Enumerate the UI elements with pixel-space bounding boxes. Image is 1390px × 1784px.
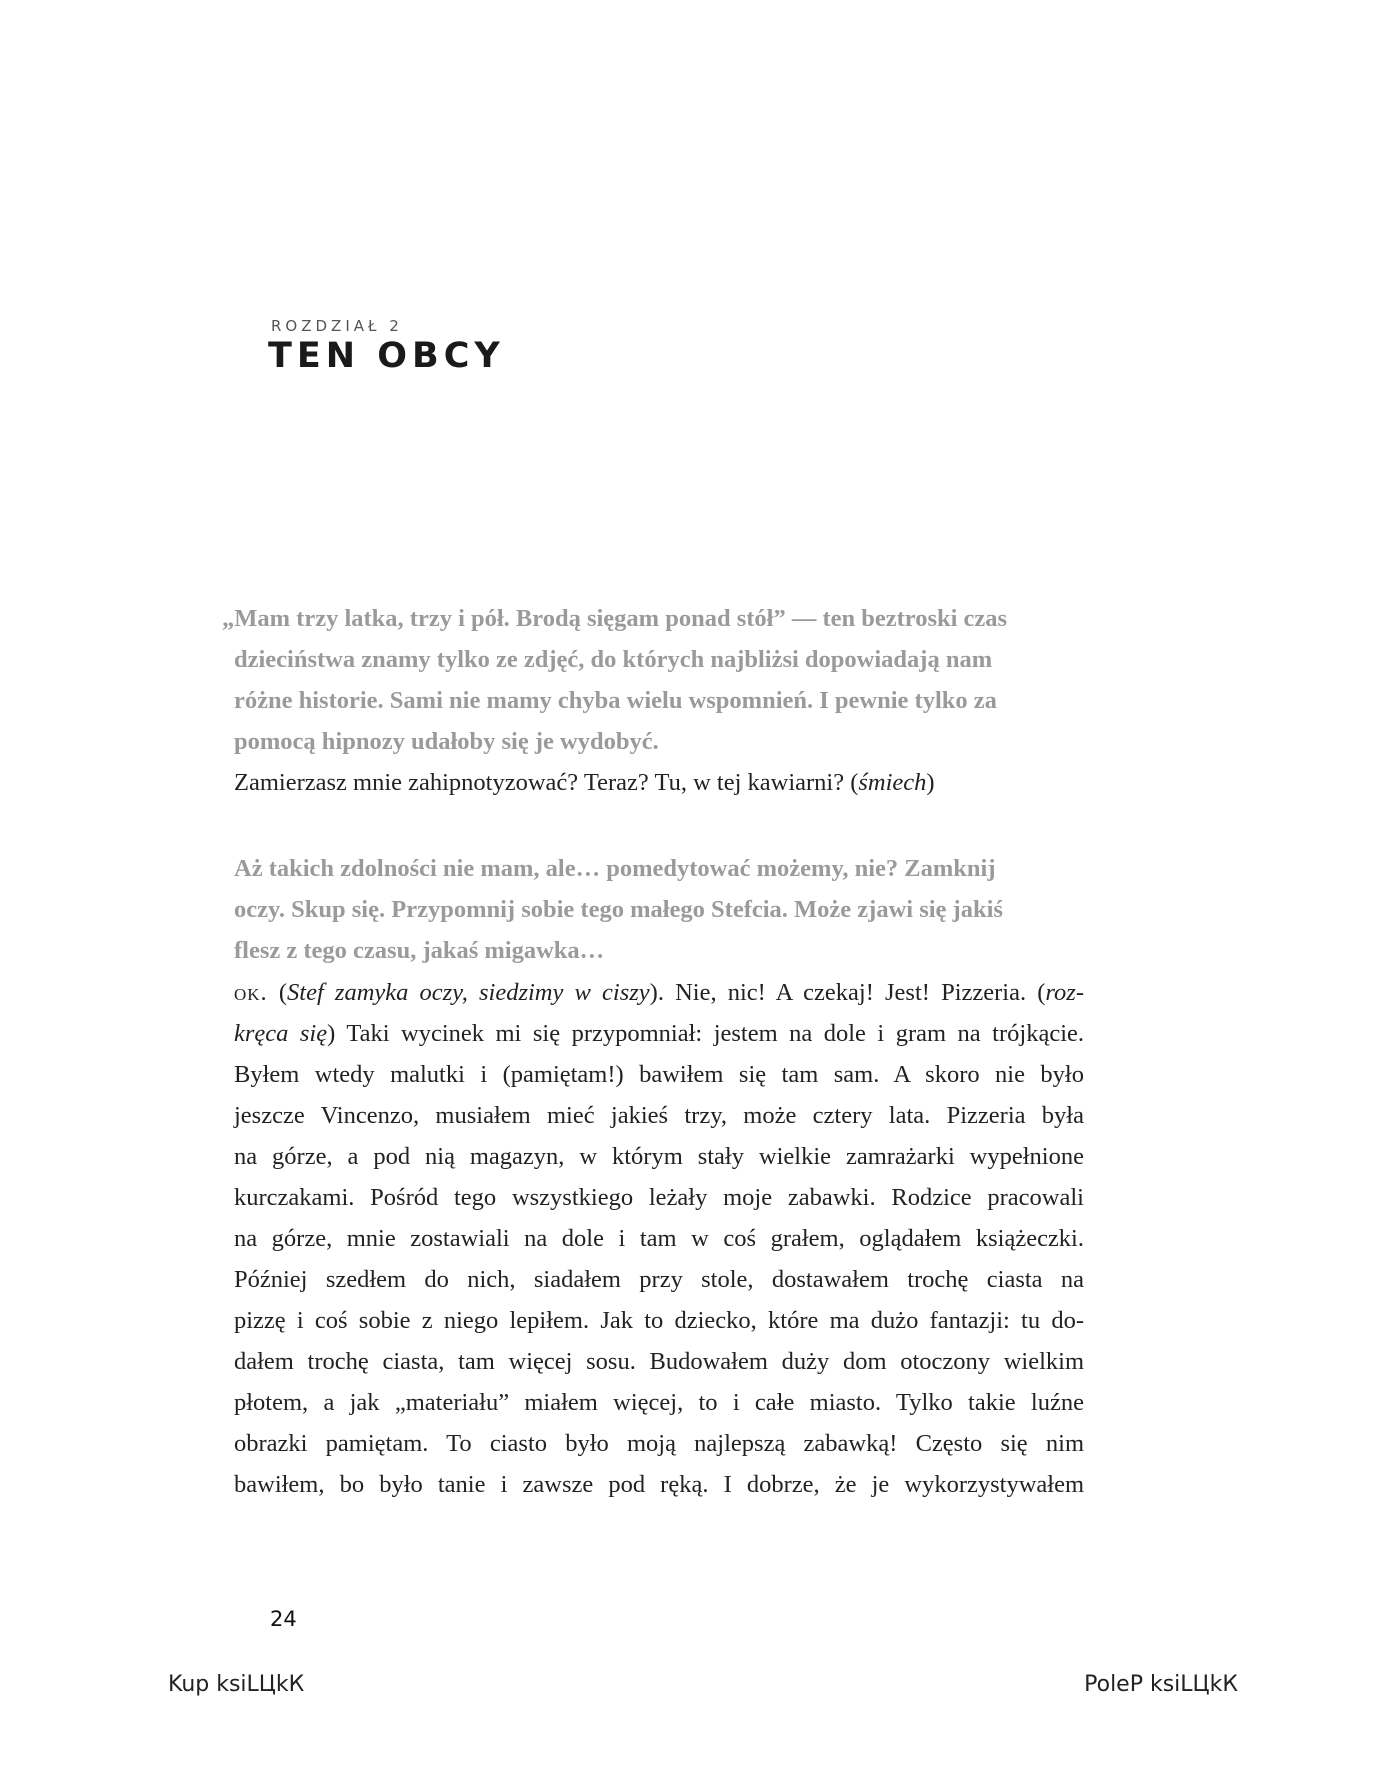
stage-direction: roz- [1045, 979, 1084, 1006]
answer-text: Zamierzasz mnie zahipnotyzować? Teraz? Tu, w tej kawiarni? ( [234, 769, 859, 796]
answer-line: bawiłem, bo było tanie i zawsze pod ręką. I dobrze, że je wykorzystywałem [234, 1471, 1084, 1498]
answer-line: na górze, a pod nią magazyn, w którym stały wielkie zamrażarki wypełnione [234, 1143, 1084, 1170]
question-line: dzieciństwa znamy tylko ze zdjęć, do których najbliżsi dopowiadają nam [234, 646, 993, 673]
answer-line: Później szedłem do nich, siadałem przy stole, dostawałem trochę ciasta na [234, 1266, 1084, 1293]
answer-line: Byłem wtedy malutki i (pamiętam!) bawiłem się tam sam. A skoro nie było [234, 1061, 1084, 1088]
answer-line: pizzę i coś sobie z niego lepiłem. Jak to dziecko, które ma dużo fantazji: tu do- [234, 1307, 1084, 1334]
answer-line: obrazki pamiętam. To ciasto było moją najlepszą zabawką! Często się nim [234, 1430, 1084, 1457]
page-number: 24 [270, 1607, 297, 1631]
question-line: oczy. Skup się. Przypomnij sobie tego małego Stefcia. Może zjawi się jakiś [234, 896, 1003, 923]
interview-answer-1 [234, 762, 1084, 803]
recommend-book-link[interactable]: PoleР ksiLЦkК [1084, 1672, 1238, 1697]
answer-line [234, 762, 1084, 803]
answer-line: kurczakami. Pośród tego wszystkiego leżały moje zabawki. Rodzice pracowali [234, 1184, 1084, 1211]
answer-line: dałem trochę ciasta, tam więcej sosu. Budowałem duży dom otoczony wielkim [234, 1348, 1084, 1375]
question-line: „Mam trzy latka, trzy i pół. Brodą sięgam ponad stół” — ten beztroski czas [222, 605, 1008, 632]
interview-answer-2 [234, 972, 1084, 1505]
question-line: różne historie. Sami nie mamy chyba wielu wspomnień. I pewnie tylko za [234, 687, 997, 714]
answer-line [234, 972, 1084, 1013]
interview-question-2 [234, 848, 1084, 971]
question-line: pomocą hipnozy udałoby się je wydobyć. [234, 728, 659, 755]
answer-text: ( [267, 979, 288, 1006]
buy-book-link[interactable]: Kup ksiLЦkК [168, 1672, 305, 1697]
answer-text: ). Nie, nic! A czekaj! Jest! Pizzeria. ( [649, 979, 1046, 1006]
stage-direction: śmiech [858, 769, 927, 796]
interview-question-1 [222, 598, 1084, 762]
answer-text: ) [926, 769, 935, 796]
chapter-title: TEN OBCY [268, 336, 505, 376]
stage-direction: Stef zamyka oczy, siedzimy w ciszy [287, 979, 650, 1006]
answer-line: płotem, a jak „materiału” miałem więcej, to i całe miasto. Tylko takie luźne [234, 1389, 1084, 1416]
answer-line [234, 1013, 1084, 1054]
answer-text: ) Taki wycinek mi się przypomniał: jestem na dole i gram na trójkącie. [327, 1020, 1084, 1047]
answer-line: jeszcze Vincenzo, musiałem mieć jakieś trzy, może cztery lata. Pizzeria była [234, 1102, 1084, 1129]
question-line: Aż takich zdolności nie mam, ale… pomedytować możemy, nie? Zamknij [234, 855, 996, 882]
answer-line: na górze, mnie zostawiali na dole i tam w coś grałem, oglądałem książeczki. [234, 1225, 1084, 1252]
question-line: flesz z tego czasu, jakaś migawka… [234, 937, 605, 964]
chapter-kicker: ROZDZIAŁ 2 [271, 317, 403, 335]
speaker-mark: ok. [234, 979, 268, 1006]
stage-direction: kręca się [234, 1020, 328, 1047]
